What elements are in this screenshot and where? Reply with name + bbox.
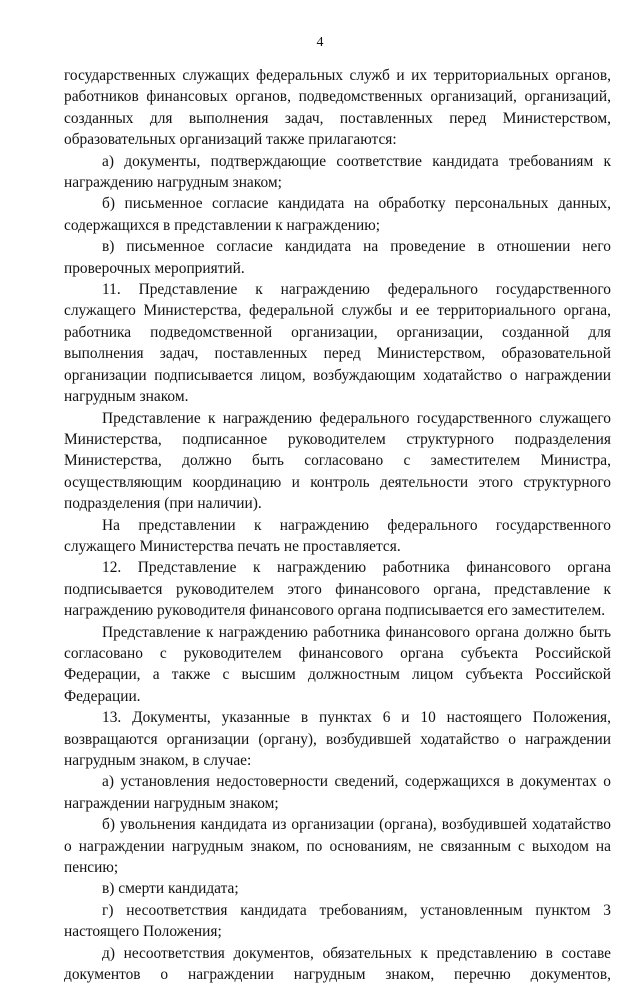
- page-number: 4: [316, 35, 324, 50]
- list-item-b: б) увольнения кандидата из организации (органа), возбудившей ходатайство о награждении нагрудным знаком, по основаниям, не связанным с выходом на пенсию;: [64, 816, 611, 877]
- list-item-a: а) установления недостоверности сведений, содержащихся в документах о награждении нагрудным знаком;: [64, 773, 611, 812]
- list-item-v: в) письменное согласие кандидата на проведение в отношении него проверочных мероприятий.: [64, 238, 611, 277]
- paragraph: государственных служащих федеральных служб и их территориальных органов, работников финансовых органов, подведомственных организаций, организаций, созданных для выполнения задач, поставленных перед Министерством, образовательных организаций также прилагаются:: [64, 67, 611, 149]
- paragraph: Представление к награждению федерального государственного служащего Министерства, подписанное руководителем структурного подразделения Министерства, должно быть согласовано с заместителем Министра, осуществляющим координацию и контроль деятельности этого структурного подразделения (при наличии).: [64, 409, 611, 513]
- paragraph: Представление к награждению работника финансового органа должно быть согласовано с руководителем финансового органа субъекта Российской Федерации, а также с высшим должностным лицом субъекта Российской Федерации.: [64, 623, 611, 705]
- list-item-v: в) смерти кандидата;: [102, 880, 239, 898]
- paragraph: На представлении к награждению федерального государственного служащего Министерства печать не проставляется.: [64, 516, 611, 555]
- list-item-g: г) несоответствия кандидата требованиям, установленным пунктом 3 настоящего Положения;: [64, 901, 611, 941]
- list-item-b: б) письменное согласие кандидата на обработку персональных данных, содержащихся в представлении к награждению;: [64, 195, 611, 234]
- clause-11: 11. Представление к награждению федерального государственного служащего Министерства, федеральной службы и ее территориального органа, работника подведомственной организации, организации, созданной для выполнения задач, поставленных перед Министерством, образовательной организации подписывается лицом, возбуждающим ходатайство о награждении нагрудным знаком.: [64, 281, 611, 406]
- document-body: [64, 65, 611, 985]
- list-item-a: а) документы, подтверждающие соответствие кандидата требованиям к награждению нагрудным знаком;: [64, 152, 611, 192]
- list-item-d: д) несоответствия документов, обязательных к представлению в составе документов о награждении нагрудным знаком, перечню документов,: [64, 944, 611, 984]
- clause-12: 12. Представление к награждению работника финансового органа подписывается руководителем этого финансового органа, представление к награждению руководителя финансового органа подписывается его заместителем.: [64, 559, 611, 620]
- clause-13: 13. Документы, указанные в пунктах 6 и 10 настоящего Положения, возвращаются организации (органу), возбудившей ходатайство о награждении нагрудным знаком, в случае:: [64, 709, 611, 769]
